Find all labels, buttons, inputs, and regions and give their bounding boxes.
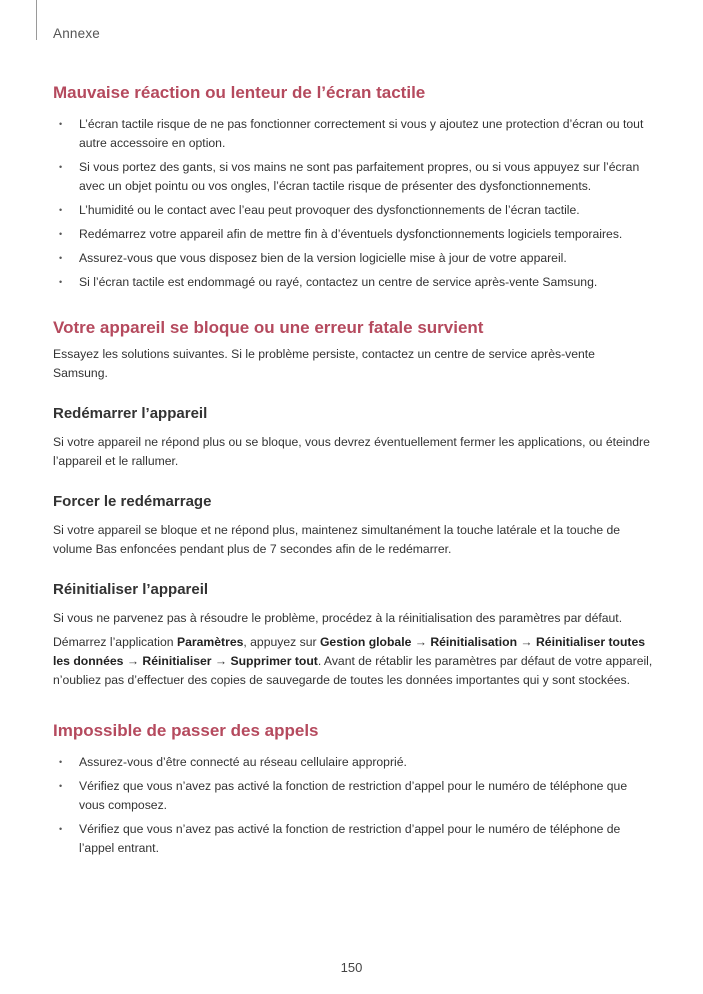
arrow-separator: →	[211, 654, 231, 668]
list-item: • L’humidité ou le contact avec l’eau peut provoquer des dysfonctionnements de l’écran tactile.	[53, 201, 653, 220]
section-title-freeze: Votre appareil se bloque ou une erreur fatale survient	[53, 318, 484, 337]
text-run: . Avant de rétablir les paramètres par défaut de votre appareil, n’oubliez pas d’effectuer des copies de sauvegarde de toutes les données importantes qui y sont stockées.	[53, 654, 653, 687]
running-header: Annexe	[53, 26, 100, 41]
arrow-separator: →	[123, 654, 143, 668]
section-title-touch: Mauvaise réaction ou lenteur de l’écran tactile	[53, 83, 426, 102]
subsection-title-restart: Redémarrer l’appareil	[53, 405, 208, 422]
touch-bullet-list	[53, 115, 653, 292]
list-item: • Assurez-vous d’être connecté au réseau cellulaire approprié.	[53, 753, 653, 772]
reset-button-name: Réinitialiser	[142, 654, 212, 668]
text-run: , appuyez sur	[243, 635, 320, 649]
list-item: • L’écran tactile risque de ne pas fonctionner correctement si vous y ajoutez une protection d’écran ou tout autre accessoire en option.	[53, 115, 653, 153]
calls-bullet-list	[53, 753, 653, 858]
list-item: • Vérifiez que vous n’avez pas activé la fonction de restriction d’appel pour le numéro de téléphone que vous composez.	[53, 777, 653, 815]
reset-all-data-option: Réinitialiser toutes les données	[53, 635, 646, 668]
subsection-title-force-restart: Forcer le redémarrage	[53, 493, 212, 510]
reset-text-2	[53, 633, 653, 690]
list-item: • Si vous portez des gants, si vos mains ne sont pas parfaitement propres, ou si vous appuyez sur l’écran avec un objet pointu ou vos ongles, l’écran tactile risque de présenter des dysfonctionnements.	[53, 158, 653, 196]
reset-menu-item: Réinitialisation	[430, 635, 518, 649]
reset-text-1: Si vous ne parvenez pas à résoudre le problème, procédez à la réinitialisation des paramètres par défaut.	[53, 611, 623, 625]
subsection-title-reset: Réinitialiser l’appareil	[53, 581, 209, 598]
list-item: • Si l’écran tactile est endommagé ou rayé, contactez un centre de service après-vente Samsung.	[53, 273, 653, 292]
page-number: 150	[340, 960, 363, 975]
section-title-calls: Impossible de passer des appels	[53, 721, 319, 740]
arrow-separator: →	[411, 635, 431, 649]
settings-app-name: Paramètres	[176, 635, 244, 649]
list-item: • Redémarrez votre appareil afin de mettre fin à d’éventuels dysfonctionnements logiciels temporaires.	[53, 225, 653, 244]
restart-text: Si votre appareil ne répond plus ou se bloque, vous devrez éventuellement fermer les applications, ou éteindre l’appareil et le rallumer.	[53, 435, 650, 468]
delete-all-button-name: Supprimer tout	[230, 654, 318, 668]
force-restart-text: Si votre appareil se bloque et ne répond plus, maintenez simultanément la touche latérale et la touche de volume Bas enfoncées pendant plus de 7 secondes afin de le redémarrer.	[53, 523, 621, 556]
freeze-intro: Essayez les solutions suivantes. Si le problème persiste, contactez un centre de service après-vente Samsung.	[53, 347, 595, 380]
list-item: • Assurez-vous que vous disposez bien de la version logicielle mise à jour de votre appareil.	[53, 249, 653, 268]
list-item: • Vérifiez que vous n’avez pas activé la fonction de restriction d’appel pour le numéro de téléphone de l’appel entrant.	[53, 820, 653, 858]
margin-rule	[36, 0, 37, 40]
page-content	[53, 82, 653, 858]
arrow-separator: →	[517, 635, 536, 649]
text-run: Démarrez l’application	[53, 635, 177, 649]
general-management-menu: Gestion globale	[319, 635, 412, 649]
